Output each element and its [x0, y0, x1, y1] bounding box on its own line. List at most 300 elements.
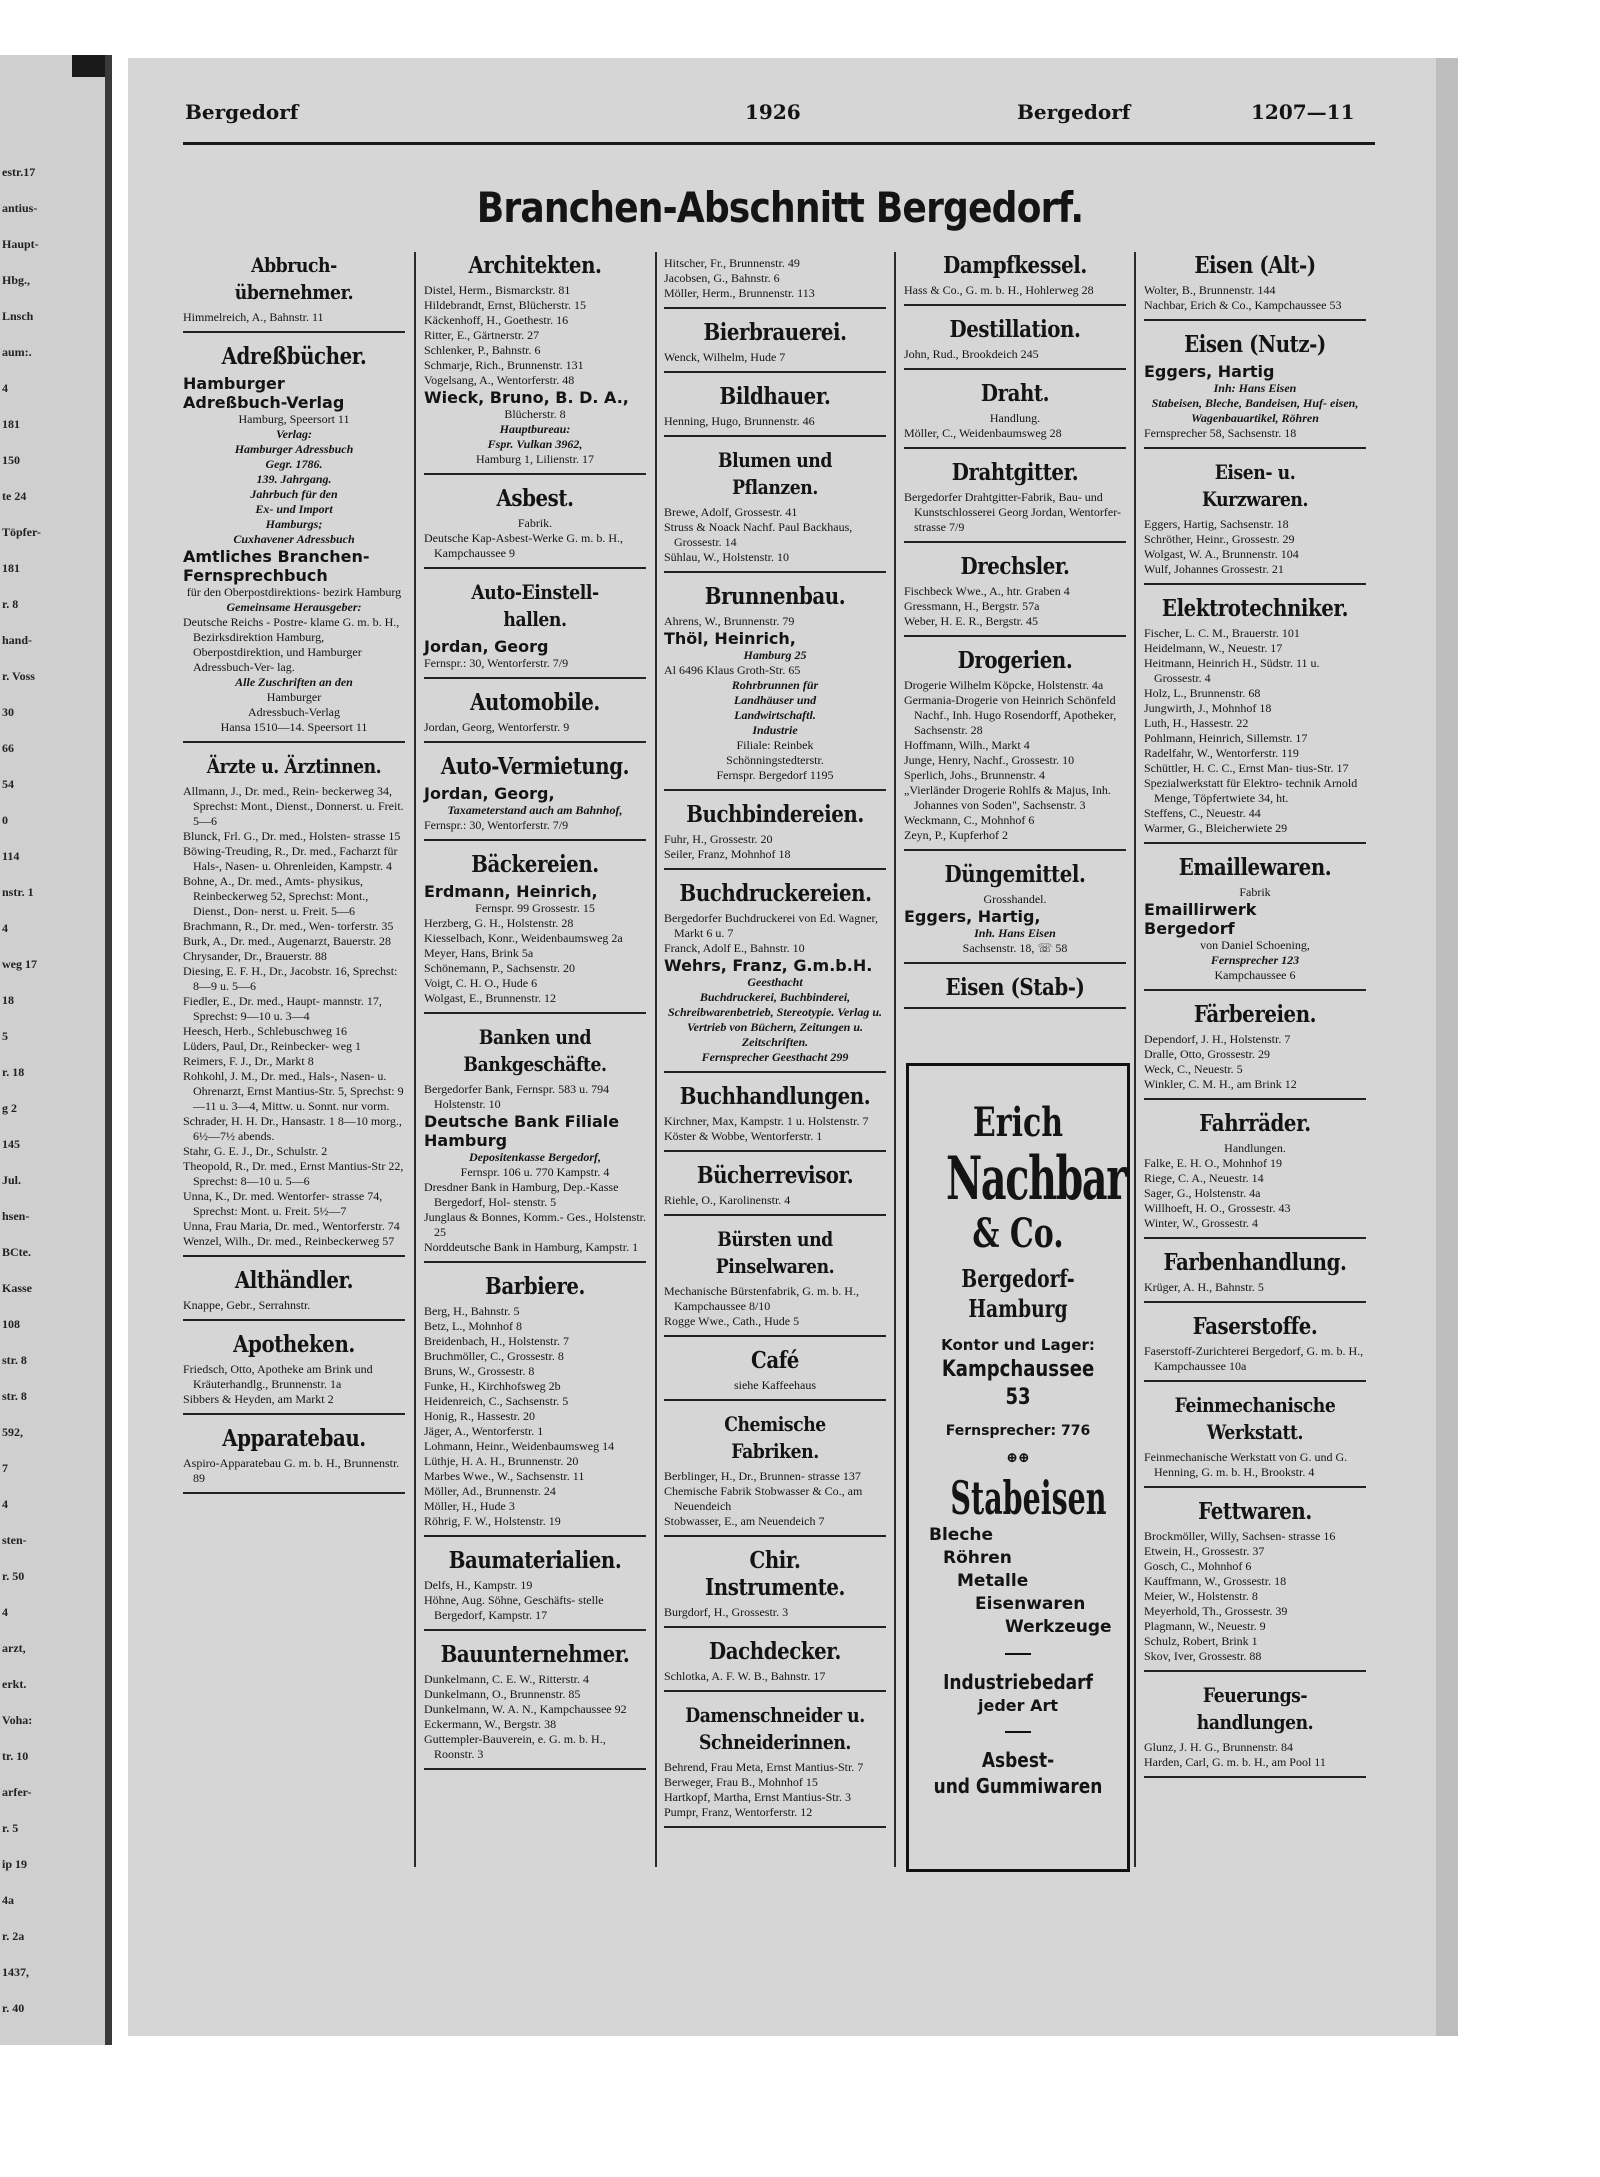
directory-entry: Dunkelmann, O., Brunnenstr. 85	[424, 1687, 581, 1701]
directory-entry: Ahrens, W., Brunnenstr. 79	[664, 614, 795, 628]
section-entries	[664, 256, 886, 301]
directory-section	[183, 1267, 405, 1321]
directory-entry: Röhrig, F. W., Holstenstr. 19	[424, 1514, 561, 1528]
section-rule	[904, 447, 1126, 449]
column-divider	[655, 252, 657, 1867]
directory-entry: Hitscher, Fr., Brunnenstr. 49	[664, 256, 800, 270]
directory-entry: Schönningstedterstr.	[726, 753, 824, 767]
directory-entry: Bohne, A., Dr. med., Amts- physikus, Reinbeckerweg 52, Sprechst: Mont., Dienst., Don- nerst. u. Freit. 5—6	[183, 874, 369, 918]
directory-entry: Hoffmann, Wilh., Markt 4	[904, 738, 1030, 752]
directory-entry: Al 6496 Klaus Groth-Str. 65	[664, 663, 801, 677]
directory-entry: Fuhr, H., Grossestr. 20	[664, 832, 773, 846]
adjacent-page-fragment: 181	[2, 417, 20, 431]
section-rule	[424, 677, 646, 679]
directory-section	[183, 1331, 405, 1415]
directory-entry: Wolter, B., Brunnenstr. 144	[1144, 283, 1276, 297]
directory-section	[664, 583, 886, 791]
directory-section	[424, 1547, 646, 1631]
directory-entry: Warmer, G., Bleicherwiete 29	[1144, 821, 1288, 835]
section-heading: Auto-Vermietung.	[440, 753, 630, 780]
directory-entry: Schönemann, P., Sachsenstr. 20	[424, 961, 575, 975]
header-rule	[183, 142, 1375, 145]
adjacent-page-fragment: 4	[2, 1497, 8, 1511]
directory-entry: Lüthje, H. A. H., Brunnenstr. 20	[424, 1454, 579, 1468]
directory-entry: Hamburg, Speersort 11	[238, 412, 350, 426]
directory-entry: Nachbar, Erich & Co., Kampchaussee 53	[1144, 298, 1342, 312]
section-entries	[664, 1114, 886, 1144]
directory-entry: Fernsprecher 123	[1210, 953, 1300, 967]
ad-last-1: Asbest-	[981, 1748, 1055, 1772]
ad-item: Metalle	[957, 1571, 1029, 1591]
directory-entry: Jäger, A., Wentorferstr. 1	[424, 1424, 544, 1438]
directory-entry: Brockmöller, Willy, Sachsen- strasse 16	[1144, 1529, 1336, 1543]
directory-entry: Fernspr. 106 u. 770 Kampstr. 4	[460, 1165, 610, 1179]
section-rule	[664, 868, 886, 870]
directory-entry: Guttempler-Bauverein, e. G. m. b. H., Roonstr. 3	[424, 1732, 606, 1761]
directory-entry: Winkler, C. M. H., am Brink 12	[1144, 1077, 1297, 1091]
adjacent-page-fragment: 4	[2, 1605, 8, 1619]
directory-entry: Burk, A., Dr. med., Augenarzt, Bauerstr. 28	[183, 934, 391, 948]
directory-entry: Pohlmann, Heinrich, Sillemstr. 17	[1144, 731, 1308, 745]
directory-entry: Blunck, Frl. G., Dr. med., Holsten- strasse 15	[183, 829, 401, 843]
directory-entry: Lüders, Paul, Dr., Reinbecker- weg 1	[183, 1039, 362, 1053]
page-edge	[105, 55, 112, 2045]
directory-entry: Weck, C., Neuestr. 5	[1144, 1062, 1243, 1076]
ad-city: Bergedorf-Hamburg	[961, 1264, 1075, 1323]
adjacent-page-fragment: Töpfer-	[2, 525, 41, 539]
directory-section	[183, 753, 405, 1257]
adjacent-page-fragment: 4	[2, 381, 8, 395]
section-entries	[664, 911, 886, 1065]
section-rule	[664, 371, 886, 373]
directory-entry: Unna, K., Dr. med. Wentorfer- strasse 74, Sprechst: Mont. u. Freit. 5½—7	[183, 1189, 383, 1218]
directory-entry: Fernspr.: 30, Wentorferstr. 7/9	[424, 656, 569, 670]
adjacent-page-fragment: g 2	[2, 1101, 17, 1115]
section-rule	[1144, 447, 1366, 449]
directory-section	[1144, 854, 1366, 991]
directory-section	[1144, 459, 1366, 585]
section-heading: Bauunternehmer.	[440, 1641, 630, 1668]
ad-ornament-icon: ⊕⊕	[1006, 1450, 1030, 1466]
section-heading: Farbenhandlung.	[1163, 1249, 1347, 1276]
section-heading: Dampfkessel.	[943, 252, 1087, 279]
section-entries	[424, 283, 646, 467]
directory-entry: Franck, Adolf E., Bahnstr. 10	[664, 941, 805, 955]
directory-entry: Kauffmann, W., Grossestr. 18	[1144, 1574, 1287, 1588]
directory-entry: Diesing, E. F. H., Dr., Jacobstr. 16, Sprechst: 8—9 u. 5—6	[183, 964, 398, 993]
directory-entry: Buchdruckerei, Buchbinderei, Schreibwarenbetrieb, Stereotypie. Verlag u. Vertrieb von Büchern, Zeitungen u. Zeitschriften.	[668, 990, 882, 1049]
directory-section	[183, 1425, 405, 1494]
section-entries	[904, 347, 1126, 362]
directory-entry: Fischer, L. C. M., Brauerstr. 101	[1144, 626, 1300, 640]
directory-entry: Höhne, Aug. Söhne, Geschäfts- stelle Bergedorf, Kampstr. 17	[424, 1593, 604, 1622]
directory-section	[664, 801, 886, 870]
adjacent-page-fragment: r. 8	[2, 597, 19, 611]
directory-entry: Schulz, Robert, Brink 1	[1144, 1634, 1258, 1648]
section-rule	[1144, 1380, 1366, 1382]
directory-entry: Mechanische Bürstenfabrik, G. m. b. H., Kampchaussee 8/10	[664, 1284, 859, 1313]
directory-entry: Hamburg 1, Lilienstr. 17	[475, 452, 595, 466]
directory-entry: Wulf, Johannes Grossestr. 21	[1144, 562, 1284, 576]
section-entries	[424, 1082, 646, 1255]
section-heading: Düngemittel.	[944, 861, 1086, 888]
directory-entry: Dralle, Otto, Grossestr. 29	[1144, 1047, 1270, 1061]
section-rule	[1144, 1776, 1366, 1778]
directory-entry: Chrysander, Dr., Brauerstr. 88	[183, 949, 327, 963]
directory-entry: Bergedorfer Bank, Fernspr. 583 u. 794 Holstenstr. 10	[424, 1082, 610, 1111]
directory-section	[1144, 1313, 1366, 1382]
directory-entry: Jordan, Georg, Wentorferstr. 9	[424, 720, 570, 734]
directory-entry: Fernsprecher 58, Sachsenstr. 18	[1144, 426, 1297, 440]
section-entries	[1144, 283, 1366, 313]
directory-entry: Hamburg	[424, 1131, 508, 1150]
section-entries	[183, 1456, 405, 1486]
adjacent-page-fragment: 54	[2, 777, 14, 791]
section-entries	[1144, 1450, 1366, 1480]
directory-section	[424, 579, 646, 679]
directory-entry: Fernsprecher Geesthacht 299	[701, 1050, 849, 1064]
directory-entry: Behrend, Frau Meta, Ernst Mantius-Str. 7	[664, 1760, 864, 1774]
section-heading: Elektrotechniker.	[1161, 595, 1349, 622]
directory-entry: Fabrik.	[517, 516, 553, 530]
directory-entry: Dunkelmann, W. A. N., Kampchaussee 92	[424, 1702, 627, 1716]
adjacent-page-fragment: erkt.	[2, 1677, 27, 1691]
directory-section	[424, 252, 646, 475]
section-rule	[904, 304, 1126, 306]
directory-entry: „Vierländer Drogerie Rohlfs & Majus, Inh. Johannes von Soden", Sachsenstr. 3	[904, 783, 1111, 812]
directory-entry: Möller, Ad., Brunnenstr. 24	[424, 1484, 556, 1498]
directory-entry: Deutsche Reichs - Postre- klame G. m. b. H., Bezirksdirektion Hamburg, Oberpostdirektion, und Hamburger Adressbuch-Ver- lag.	[183, 615, 400, 674]
directory-entry: Fabrik	[1239, 885, 1271, 899]
adjacent-page-fragment: Hbg.,	[2, 273, 31, 287]
directory-entry: Sperlich, Johs., Brunnenstr. 4	[904, 768, 1045, 782]
directory-entry: Struss & Noack Nachf. Paul Backhaus, Grossestr. 14	[664, 520, 853, 549]
directory-entry: Gemeinsame Herausgeber:	[226, 600, 362, 614]
section-entries	[664, 1605, 886, 1620]
directory-entry: Geesthacht	[747, 975, 803, 989]
adjacent-page-fragment: sten-	[2, 1533, 27, 1547]
section-entries	[183, 1298, 405, 1313]
section-entries	[183, 374, 405, 735]
directory-entry: Holz, L., Brunnenstr. 68	[1144, 686, 1261, 700]
directory-entry: Wolgast, W. A., Brunnenstr. 104	[1144, 547, 1299, 561]
directory-entry: Käckenhoff, H., Goethestr. 16	[424, 313, 569, 327]
directory-entry: Depositenkasse Bergedorf,	[469, 1150, 601, 1164]
directory-entry: Chemische Fabrik Stobwasser & Co., am Neuendeich	[664, 1484, 863, 1513]
directory-entry: Weckmann, C., Mohnhof 6	[904, 813, 1035, 827]
column-4	[904, 252, 1126, 1009]
adjacent-page-fragment: 66	[2, 741, 14, 755]
directory-entry: Inh. Hans Eisen	[974, 926, 1056, 940]
directory-entry: Drogerie Wilhelm Köpcke, Holstenstr. 4a	[904, 678, 1104, 692]
adjacent-page-fragment: arfer-	[2, 1785, 32, 1799]
section-entries	[664, 1193, 886, 1208]
section-rule	[664, 789, 886, 791]
directory-entry: Alle Zuschriften an den	[235, 675, 353, 689]
directory-entry: Willhoeft, H. O., Grossestr. 43	[1144, 1201, 1291, 1215]
directory-section	[664, 880, 886, 1073]
directory-entry: Delfs, H., Kampstr. 19	[424, 1578, 533, 1592]
directory-entry: Stobwasser, E., am Neuendeich 7	[664, 1514, 825, 1528]
section-rule	[1144, 1237, 1366, 1239]
section-heading: Bierbrauerei.	[703, 319, 847, 346]
directory-section	[1144, 1498, 1366, 1672]
ad-item: Eisenwaren	[975, 1594, 1086, 1614]
adjacent-page-fragment: te 24	[2, 489, 27, 503]
directory-entry: Meyer, Hans, Brink 5a	[424, 946, 534, 960]
column-divider	[894, 252, 896, 1867]
section-heading: Ärzte u. Ärztinnen.	[206, 754, 382, 778]
column-divider	[414, 252, 416, 1867]
directory-section	[1144, 1682, 1366, 1778]
directory-section	[664, 383, 886, 437]
section-heading: Fahrräder.	[1199, 1110, 1311, 1137]
directory-entry: Gegr. 1786.	[265, 457, 323, 471]
section-entries	[183, 310, 405, 325]
section-entries	[1144, 362, 1366, 441]
adjacent-page-fragment: Jul.	[2, 1173, 22, 1187]
adjacent-page-fragment: 30	[2, 705, 14, 719]
ad-item: Bleche	[929, 1525, 994, 1545]
directory-entry: Heidenreich, C., Sachsenstr. 5	[424, 1394, 569, 1408]
directory-section	[664, 447, 886, 573]
section-heading: Drechsler.	[960, 553, 1070, 580]
ad-divider	[1005, 1653, 1031, 1655]
section-entries	[1144, 517, 1366, 577]
directory-entry: Seiler, Franz, Mohnhof 18	[664, 847, 791, 861]
directory-entry: Pumpr, Franz, Wentorferstr. 12	[664, 1805, 813, 1819]
section-rule	[424, 1261, 646, 1263]
section-heading: Bürsten und Pinselwaren.	[715, 1227, 835, 1278]
column-5	[1144, 252, 1366, 1778]
directory-entry: Hamburger	[266, 690, 322, 704]
directory-entry: Dependorf, J. H., Holstenstr. 7	[1144, 1032, 1291, 1046]
directory-entry: Stabeisen, Bleche, Bandeisen, Huf- eisen, Wagenbauartikel, Röhren	[1151, 396, 1359, 425]
directory-section	[424, 689, 646, 743]
section-heading: Feuerungs- handlungen.	[1196, 1683, 1314, 1734]
adjacent-page-fragment: BCte.	[2, 1245, 31, 1259]
section-entries	[904, 678, 1126, 843]
directory-entry: Heesch, Herb., Schlebuschweg 16	[183, 1024, 347, 1038]
adjacent-page-fragment: str. 8	[2, 1389, 27, 1403]
directory-entry: Sühlau, W., Holstenstr. 10	[664, 550, 790, 564]
header-page: 1207—11	[1251, 100, 1355, 124]
adjacent-page-fragment: 18	[2, 993, 14, 1007]
section-entries	[424, 720, 646, 735]
section-rule	[183, 1492, 405, 1494]
section-rule	[424, 567, 646, 569]
directory-entry: Unna, Frau Maria, Dr. med., Wentorferstr. 74	[183, 1219, 400, 1233]
adjacent-page-fragment: hsen-	[2, 1209, 30, 1223]
directory-entry: Steffens, C., Neuestr. 44	[1144, 806, 1261, 820]
section-heading: Chir. Instrumente.	[704, 1547, 846, 1601]
ad-divider	[1005, 1731, 1031, 1733]
directory-section	[424, 1273, 646, 1537]
adjacent-page-fragment: 4a	[2, 1893, 14, 1907]
directory-entry: Fernspr. Bergedorf 1195	[716, 768, 834, 782]
directory-entry: Blücherstr. 8	[504, 407, 566, 421]
directory-entry: Knappe, Gebr., Serrahnstr.	[183, 1298, 311, 1312]
directory-section	[904, 553, 1126, 637]
section-heading: Barbiere.	[485, 1273, 585, 1300]
section-rule	[904, 849, 1126, 851]
section-entries	[1144, 1529, 1366, 1664]
directory-entry: Grosshandel.	[983, 892, 1047, 906]
directory-entry: Möller, H., Hude 3	[424, 1499, 515, 1513]
section-heading: Eisen (Nutz-)	[1184, 331, 1326, 358]
adjacent-page-fragment: 5	[2, 1029, 8, 1043]
directory-entry: Eckermann, W., Bergstr. 38	[424, 1717, 557, 1731]
section-heading: Althändler.	[234, 1267, 354, 1294]
section-heading: Asbest.	[496, 485, 574, 512]
section-heading: Dachdecker.	[709, 1638, 841, 1665]
adjacent-page-fragment: r. 40	[2, 2001, 25, 2015]
section-rule	[664, 307, 886, 309]
directory-entry: Erdmann, Heinrich,	[424, 882, 598, 901]
ad-office: Kontor und Lager:	[941, 1336, 1095, 1354]
section-rule	[424, 1012, 646, 1014]
section-heading: Eisen- u. Kurzwaren.	[1201, 460, 1309, 511]
section-rule	[1144, 583, 1366, 585]
directory-section	[904, 647, 1126, 851]
directory-section	[904, 459, 1126, 543]
section-heading: Färbereien.	[1193, 1001, 1317, 1028]
section-rule	[1144, 319, 1366, 321]
adjacent-page-fragment: Haupt-	[2, 237, 39, 251]
adjacent-page-fragment: tr. 10	[2, 1749, 29, 1763]
section-entries	[904, 283, 1126, 298]
adjacent-page-fragment: r. 5	[2, 1821, 19, 1835]
section-entries	[1144, 885, 1366, 983]
directory-entry: Brachmann, R., Dr. med., Wen- torferstr. 35	[183, 919, 394, 933]
adjacent-page-fragment: Kasse	[2, 1281, 32, 1295]
adjacent-page-fragment: antius-	[2, 201, 38, 215]
directory-section	[1144, 1392, 1366, 1488]
section-heading: Adreßbücher.	[221, 343, 367, 370]
directory-section	[904, 861, 1126, 964]
directory-entry: Jordan, Georg,	[424, 784, 555, 803]
directory-entry: Landwirtschaftl.	[734, 708, 816, 722]
directory-entry: Germania-Drogerie von Heinrich Schönfeld Nachf., Inh. Hugo Rosendorff, Apotheker, Sachsenstr. 28	[904, 693, 1117, 737]
header-year: 1926	[745, 100, 801, 124]
section-rule	[664, 1626, 886, 1628]
section-heading: Buchdruckereien.	[679, 880, 872, 907]
directory-entry: Riehle, O., Karolinenstr. 4	[664, 1193, 791, 1207]
directory-entry: Weber, H. E. R., Bergstr. 45	[904, 614, 1038, 628]
directory-entry: Amtliches Branchen-	[183, 547, 370, 566]
directory-entry: Heidelmann, W., Neuestr. 17	[1144, 641, 1283, 655]
section-rule	[1144, 1301, 1366, 1303]
section-entries	[664, 832, 886, 862]
section-rule	[1144, 1098, 1366, 1100]
directory-entry: für den Oberpostdirektions- bezirk Hamburg	[186, 585, 402, 599]
section-entries	[664, 350, 886, 365]
directory-section	[183, 343, 405, 743]
header-left: Bergedorf	[185, 100, 299, 124]
adjacent-page-fragment: Lnsch	[2, 309, 34, 323]
adjacent-page-fragment: aum:.	[2, 345, 32, 359]
ad-item: Röhren	[943, 1548, 1012, 1568]
section-heading: Abbruch- übernehmer.	[234, 253, 354, 304]
directory-entry: Breidenbach, H., Holstenstr. 7	[424, 1334, 569, 1348]
directory-entry: Gosch, C., Mohnhof 6	[1144, 1559, 1252, 1573]
directory-entry: Berblinger, H., Dr., Brunnen- strasse 137	[664, 1469, 861, 1483]
directory-entry: Friedsch, Otto, Apotheke am Brink und Kräuterhandlg., Brunnenstr. 1a	[183, 1362, 373, 1391]
section-rule	[904, 368, 1126, 370]
directory-entry: Jahrbuch für den	[250, 487, 338, 501]
ad-last-2: und Gummiwaren	[933, 1774, 1103, 1798]
directory-entry: Kampchaussee 6	[1214, 968, 1296, 982]
section-entries	[1144, 1280, 1366, 1295]
section-entries	[664, 1469, 886, 1529]
column-divider	[1134, 252, 1136, 1867]
directory-entry: Fischbeck Wwe., A., htr. Graben 4	[904, 584, 1070, 598]
directory-entry: Fernspr. 99 Grossestr. 15	[475, 901, 595, 915]
page-right-shadow	[1436, 58, 1458, 2036]
directory-entry: Berweger, Frau B., Mohnhof 15	[664, 1775, 818, 1789]
section-heading: Eisen (Stab-)	[945, 974, 1085, 1001]
directory-entry: Kiesselbach, Konr., Weidenbaumsweg 2a	[424, 931, 623, 945]
directory-entry: Dunkelmann, C. E. W., Ritterstr. 4	[424, 1672, 589, 1686]
section-entries	[424, 1578, 646, 1623]
directory-entry: Hamburger	[183, 374, 285, 393]
section-entries	[1144, 1141, 1366, 1231]
directory-entry: Jungwirth, J., Mohnhof 18	[1144, 701, 1272, 715]
directory-entry: Handlung.	[989, 411, 1041, 425]
section-heading: Drahtgitter.	[951, 459, 1079, 486]
section-rule	[1144, 1486, 1366, 1488]
directory-entry: Herzberg, G. H., Holstenstr. 28	[424, 916, 574, 930]
section-entries	[1144, 1740, 1366, 1770]
directory-entry: Fiedler, E., Dr. med., Haupt- mannstr. 17, Sprechst: 9—10 u. 3—4	[183, 994, 382, 1023]
directory-entry: Fernspr.: 30, Wentorferstr. 7/9	[424, 818, 569, 832]
section-entries	[424, 784, 646, 833]
section-entries	[904, 411, 1126, 441]
directory-section	[664, 1226, 886, 1337]
directory-entry: Funke, H., Kirchhofsweg 2b	[424, 1379, 561, 1393]
directory-entry: Betz, L., Mohnhof 8	[424, 1319, 522, 1333]
directory-entry: Adressbuch-Verlag	[248, 705, 340, 719]
directory-entry: Wehrs, Franz, G.m.b.H.	[664, 956, 873, 975]
directory-entry: Handlungen.	[1224, 1141, 1286, 1155]
ad-need-2: jeder Art	[977, 1696, 1059, 1715]
directory-section	[664, 1638, 886, 1692]
directory-entry: Berg, H., Bahnstr. 5	[424, 1304, 520, 1318]
directory-entry: Schlenker, P., Bahnstr. 6	[424, 343, 541, 357]
section-entries	[904, 490, 1126, 535]
directory-entry: Heitmann, Heinrich H., Südstr. 11 u. Grossestr. 4	[1144, 656, 1320, 685]
directory-entry: Hildebrandt, Ernst, Blücherstr. 15	[424, 298, 586, 312]
adjacent-page-fragment: 0	[2, 813, 8, 827]
section-rule	[664, 1071, 886, 1073]
section-heading: Banken und Bankgeschäfte.	[463, 1025, 607, 1076]
directory-entry: Theopold, R., Dr. med., Ernst Mantius-Str 22, Sprechst: 8—10 u. 5—6	[183, 1159, 404, 1188]
section-entries	[1144, 1032, 1366, 1092]
section-rule	[183, 1319, 405, 1321]
adjacent-page-fragment: Voha:	[2, 1713, 33, 1727]
section-rule	[424, 741, 646, 743]
directory-entry: Rogge Wwe., Cath., Hude 5	[664, 1314, 800, 1328]
adjacent-page-fragment: hand-	[2, 633, 33, 647]
section-heading: Buchbindereien.	[686, 801, 864, 828]
directory-entry: Etwein, H., Grossestr. 37	[1144, 1544, 1265, 1558]
adjacent-page-fragment: 1437,	[2, 1965, 29, 1979]
directory-section	[1144, 1249, 1366, 1303]
section-rule	[664, 1535, 886, 1537]
running-header	[185, 100, 1375, 128]
directory-entry: Junge, Henry, Nachf., Grossestr. 10	[904, 753, 1075, 767]
section-heading: Apparatebau.	[222, 1425, 366, 1452]
